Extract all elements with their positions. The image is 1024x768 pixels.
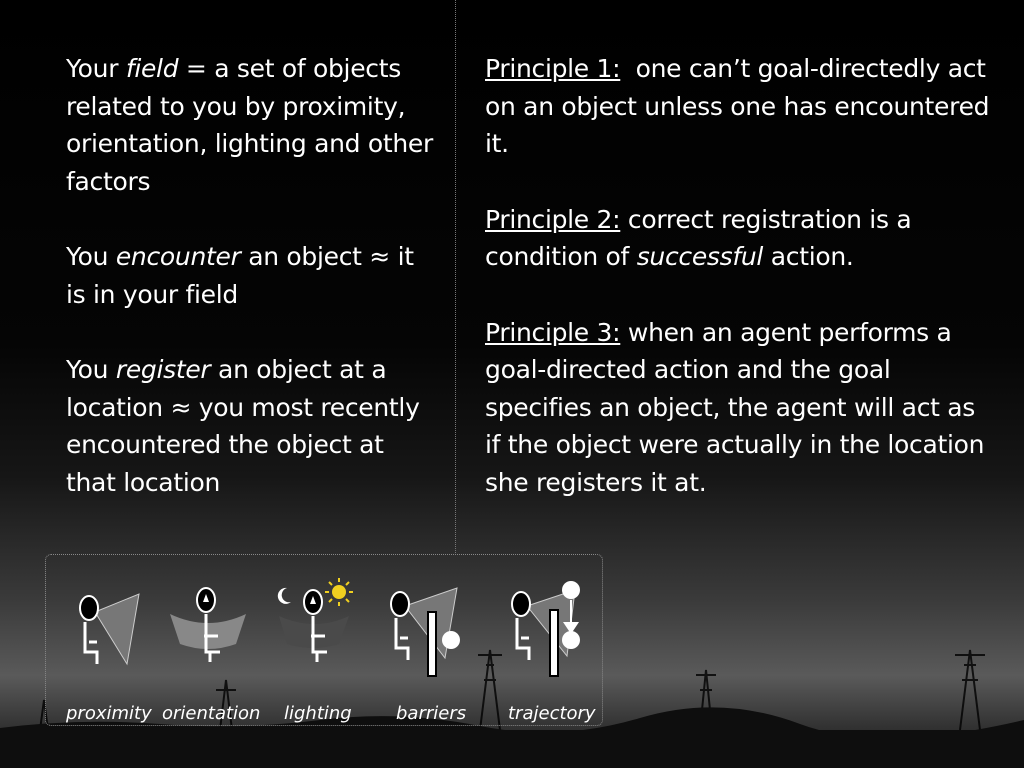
barriers-figure [385, 572, 475, 682]
right-column [485, 50, 995, 539]
caption-barriers: barriers [396, 703, 467, 724]
column-divider [455, 0, 456, 555]
lighting-figure [275, 572, 365, 672]
trajectory-figure [505, 572, 595, 682]
moon-icon [278, 588, 291, 604]
proximity-figure [75, 572, 145, 672]
caption-trajectory: trajectory [508, 703, 596, 724]
caption-lighting: lighting [284, 703, 352, 724]
caption-orientation: orientation [162, 703, 261, 724]
principle-1: Principle 1: one can’t goal-directedly act on an object unless one has encountered it. [485, 54, 997, 158]
caption-proximity: proximity [66, 703, 152, 724]
register-definition: You register an object at a location ≈ you most recently encountered the object at that location [66, 355, 420, 497]
encounter-definition: You encounter an object ≈ it is in your field [66, 242, 414, 309]
left-column [66, 50, 436, 539]
orientation-figure [170, 572, 250, 672]
field-definition: Your field = a set of objects related to you by proximity, orientation, lighting and other factors [66, 54, 433, 196]
ground-silhouette [0, 730, 1024, 768]
principle-2: Principle 2: correct registration is a condition of successful action. [485, 204, 912, 271]
sun-icon [325, 578, 353, 606]
principle-3: Principle 3: when an agent performs a goal-directed action and the goal specifies an object, the agent will act as if the object were actually in the location she registers it at. [485, 317, 985, 497]
